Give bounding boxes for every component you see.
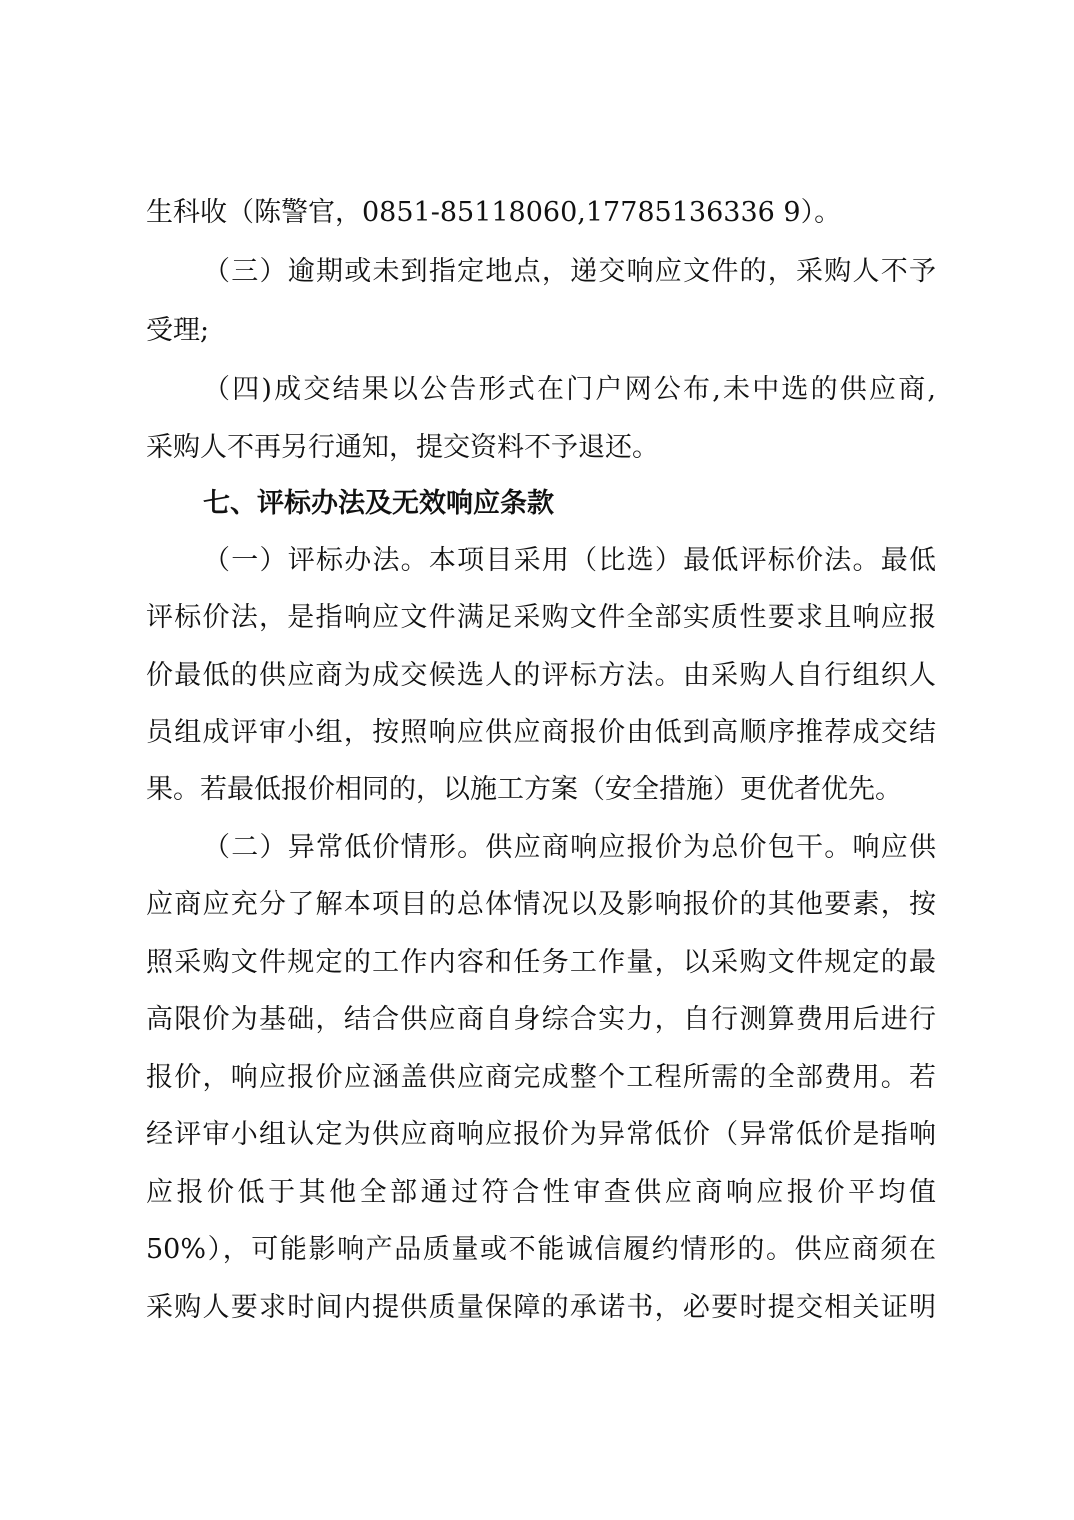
paragraph-line: 受理; xyxy=(146,315,210,346)
section-heading: 七、评标办法及无效响应条款 xyxy=(203,488,554,519)
paragraph-line: 报价，响应报价应涵盖供应商完成整个工程所需的全部费用。若 xyxy=(146,1062,936,1093)
paragraph-line: 价最低的供应商为成交候选人的评标方法。由采购人自行组织人 xyxy=(146,660,936,691)
paragraph-line: 高限价为基础，结合供应商自身综合实力，自行测算费用后进行 xyxy=(146,1004,936,1035)
paragraph-line: 照采购文件规定的工作内容和任务工作量，以采购文件规定的最 xyxy=(146,947,936,978)
paragraph-line: 评标价法，是指响应文件满足采购文件全部实质性要求且响应报 xyxy=(146,602,936,633)
paragraph-line: 采购人要求时间内提供质量保障的承诺书，必要时提交相关证明 xyxy=(146,1292,936,1323)
paragraph-line: （一）评标办法。本项目采用（比选）最低评标价法。最低 xyxy=(203,545,936,576)
paragraph-line: 50%），可能影响产品质量或不能诚信履约情形的。供应商须在 xyxy=(146,1234,936,1265)
paragraph-line: 经评审小组认定为供应商响应报价为异常低价（异常低价是指响 xyxy=(146,1119,936,1150)
paragraph-line: 采购人不再另行通知，提交资料不予退还。 xyxy=(146,432,659,463)
paragraph-line: （三）逾期或未到指定地点，递交响应文件的，采购人不予 xyxy=(203,256,936,287)
paragraph-line: 生科收（陈警官，0851-85118060,17785136336 9）。 xyxy=(146,197,842,228)
paragraph-line: 应报价低于其他全部通过符合性审查供应商响应报价平均值 xyxy=(146,1177,936,1208)
paragraph-line: 果。若最低报价相同的，以施工方案（安全措施）更优者优先。 xyxy=(146,774,902,805)
paragraph-line: （四)成交结果以公告形式在门户网公布,未中选的供应商, xyxy=(203,374,936,405)
paragraph-line: 员组成评审小组，按照响应供应商报价由低到高顺序推荐成交结 xyxy=(146,717,936,748)
paragraph-line: （二）异常低价情形。供应商响应报价为总价包干。响应供 xyxy=(203,832,936,863)
paragraph-line: 应商应充分了解本项目的总体情况以及影响报价的其他要素，按 xyxy=(146,889,936,920)
